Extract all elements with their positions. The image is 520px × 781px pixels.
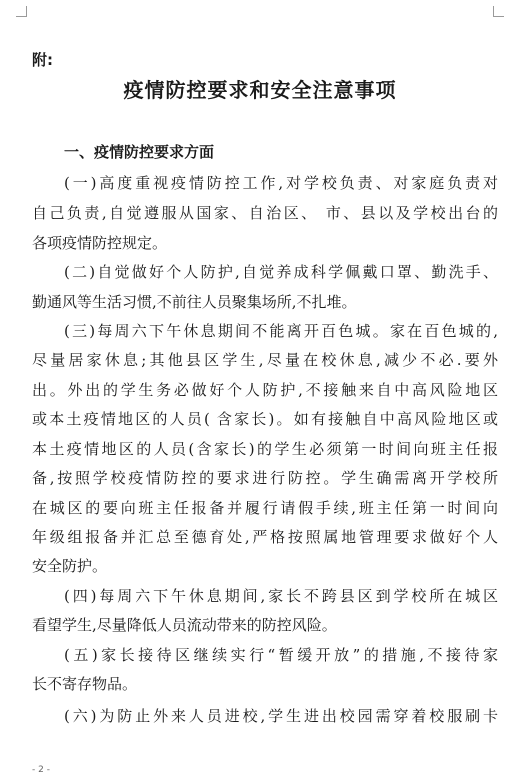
paragraph-line: (三)每周六下午休息期间不能离开百色城。家在百色城的, <box>64 322 498 340</box>
paragraph-line: 自己负责,自觉遵服从国家、自治区、 市、县以及学校出台的 <box>32 204 498 222</box>
appendix-label: 附: <box>32 51 53 69</box>
crop-mark-top-left <box>16 6 27 17</box>
paragraph-line: 看望学生,尽量降低人员流动带来的防控风险。 <box>32 616 337 634</box>
paragraph-line: (一)高度重视疫情防控工作,对学校负责、对家庭负责对 <box>64 174 498 192</box>
paragraph-line: 年级组报备并汇总至德育处,严格按照属地管理要求做好个人 <box>32 528 498 546</box>
document-title: 疫情防控要求和安全注意事项 <box>123 78 397 102</box>
paragraph-line: 长不寄存物品。 <box>32 675 138 693</box>
paragraph-line: 各项疫情防控规定。 <box>32 234 168 252</box>
paragraph-line: 或本土疫情地区的人员( 含家长)。如有接触自中高风险地区或 <box>32 410 498 428</box>
page-number: - 2 - <box>32 765 50 775</box>
paragraph-line: 出。外出的学生务必做好个人防护,不接触来自中高风险地区 <box>32 381 498 399</box>
paragraph-line: 备,按照学校疫情防控的要求进行防控。学生确需离开学校所 <box>32 469 498 487</box>
section-heading: 一、疫情防控要求方面 <box>64 143 215 161</box>
crop-mark-top-right <box>493 6 504 17</box>
paragraph-line: (二)自觉做好个人防护,自觉养成科学佩戴口罩、勤洗手、 <box>64 263 498 281</box>
paragraph-line: (四)每周六下午休息期间,家长不跨县区到学校所在城区 <box>64 587 498 605</box>
paragraph-line: 勤通风等生活习惯,不前往人员聚集场所,不扎堆。 <box>32 293 357 311</box>
paragraph-line: 安全防护。 <box>32 557 108 575</box>
paragraph-line: (六)为防止外来人员进校,学生进出校园需穿着校服刷卡 <box>64 707 498 725</box>
paragraph-line: 本土疫情地区的人员(含家长)的学生必须第一时间向班主任报 <box>32 440 498 458</box>
paragraph-line: (五)家长接待区继续实行“暂缓开放”的措施,不接待家 <box>64 646 498 664</box>
paragraph-line: 尽量居家休息;其他县区学生,尽量在校休息,减少不必.要外 <box>32 351 498 369</box>
paragraph-line: 在城区的要向班主任报备并履行请假手续,班主任第一时间向 <box>32 499 498 517</box>
